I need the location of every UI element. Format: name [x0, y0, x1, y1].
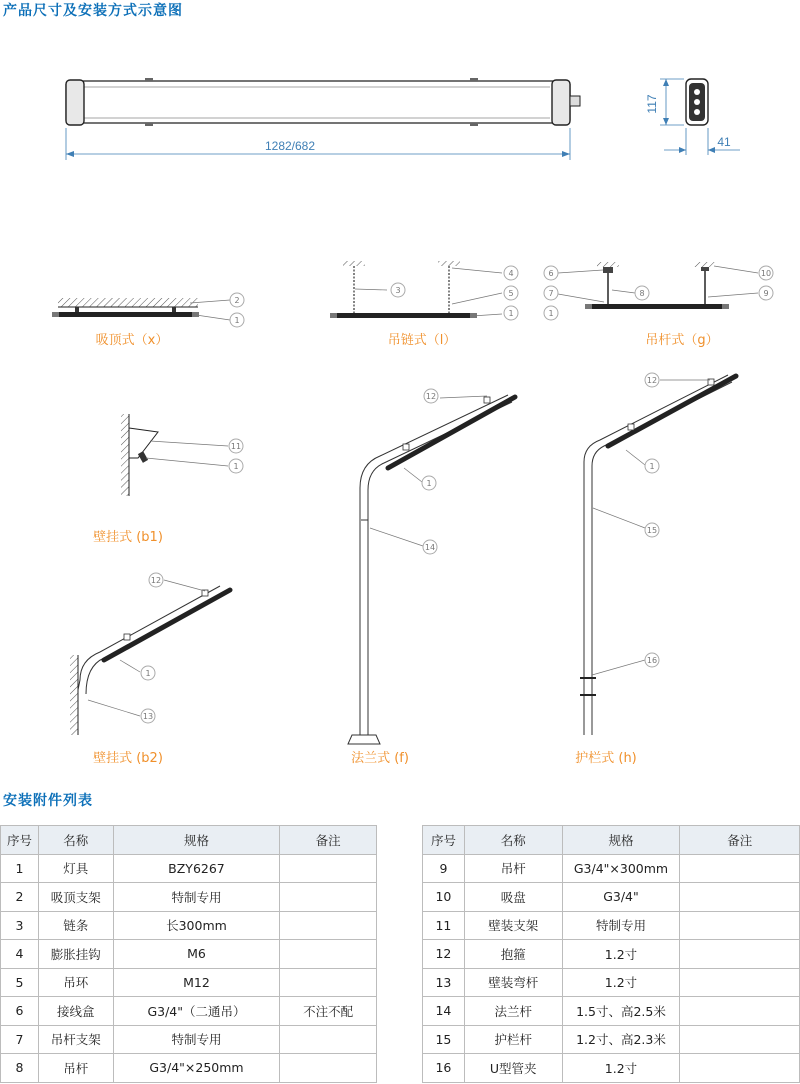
caption-flange: 法兰式 (f)	[351, 751, 409, 766]
cell-note	[680, 911, 800, 940]
cell-index: 15	[423, 1025, 465, 1054]
svg-text:15: 15	[646, 526, 658, 535]
callout-12	[149, 573, 163, 587]
table-row	[1, 968, 377, 997]
cell-index: 1	[1, 854, 39, 883]
callout-4	[504, 266, 518, 280]
cell-spec: 特制专用	[113, 883, 280, 912]
svg-text:1: 1	[234, 316, 240, 325]
svg-text:5: 5	[508, 289, 514, 298]
svg-text:10: 10	[760, 269, 772, 278]
svg-text:16: 16	[646, 656, 658, 665]
cell-index: 14	[423, 997, 465, 1026]
cell-index: 9	[423, 854, 465, 883]
cell-index: 10	[423, 883, 465, 912]
height-dimension	[660, 79, 684, 125]
svg-text:12: 12	[425, 392, 437, 401]
svg-text:4: 4	[508, 269, 514, 278]
callout-1	[504, 306, 518, 320]
cell-spec: 1.2寸	[562, 968, 680, 997]
table-row	[423, 997, 800, 1026]
cell-index: 13	[423, 968, 465, 997]
cell-note	[680, 1054, 800, 1083]
callout-11	[229, 439, 243, 453]
cell-index: 4	[1, 940, 39, 969]
cell-index: 11	[423, 911, 465, 940]
cell-note	[680, 883, 800, 912]
cell-spec: G3/4"	[562, 883, 680, 912]
cell-name: 吊杆	[38, 1054, 113, 1083]
table-row	[1, 1025, 377, 1054]
col-header-note: 备注	[280, 826, 377, 855]
callout-7	[544, 286, 558, 300]
luminaire-front-view	[66, 78, 580, 126]
cell-name: 吊杆	[464, 854, 562, 883]
table-row	[1, 940, 377, 969]
cell-spec: M12	[113, 968, 280, 997]
svg-text:1: 1	[145, 669, 151, 678]
callout-12	[645, 373, 659, 387]
cell-index: 6	[1, 997, 39, 1026]
col-header-index: 序号	[423, 826, 465, 855]
cell-name: 吸盘	[464, 883, 562, 912]
col-header-name: 名称	[38, 826, 113, 855]
cell-name: 吊杆支架	[38, 1025, 113, 1054]
callout-16	[645, 653, 659, 667]
cell-name: 吊环	[38, 968, 113, 997]
svg-text:1: 1	[548, 309, 554, 318]
table-row	[423, 911, 800, 940]
callout-14	[423, 540, 437, 554]
callout-2	[230, 293, 244, 307]
svg-text:12: 12	[646, 376, 658, 385]
cell-note: 不注不配	[280, 997, 377, 1026]
flange-mount-figure	[348, 395, 515, 744]
length-dimension	[66, 128, 570, 160]
cell-note	[680, 997, 800, 1026]
caption-guardrail: 护栏式 (h)	[575, 751, 637, 766]
callout-8	[635, 286, 649, 300]
table-row	[423, 1054, 800, 1083]
cell-note	[280, 1054, 377, 1083]
svg-text:12: 12	[150, 576, 162, 585]
col-header-name: 名称	[464, 826, 562, 855]
guardrail-mount-figure	[580, 375, 736, 735]
cell-name: 抱箍	[464, 940, 562, 969]
svg-text:14: 14	[424, 543, 436, 552]
caption-ceiling: 吸顶式（x）	[95, 333, 169, 348]
svg-text:1: 1	[426, 479, 432, 488]
cell-name: U型管夹	[464, 1054, 562, 1083]
cell-name: 链条	[38, 911, 113, 940]
col-header-index: 序号	[1, 826, 39, 855]
caption-chain: 吊链式（l）	[387, 333, 457, 348]
cell-name: 壁装支架	[464, 911, 562, 940]
cell-name: 接线盒	[38, 997, 113, 1026]
accessories-table-left	[0, 825, 377, 1083]
svg-text:13: 13	[142, 712, 154, 721]
cell-spec: 长300mm	[113, 911, 280, 940]
height-value: 117	[645, 94, 659, 114]
length-value: 1282/682	[264, 139, 316, 153]
cell-name: 灯具	[38, 854, 113, 883]
cell-name: 膨胀挂钩	[38, 940, 113, 969]
cell-name: 法兰杆	[464, 997, 562, 1026]
cell-index: 2	[1, 883, 39, 912]
caption-wall-b1: 壁挂式 (b1)	[93, 530, 163, 545]
cell-spec: 特制专用	[562, 911, 680, 940]
caption-rod: 吊杆式（g）	[645, 333, 719, 348]
luminaire-end-view	[686, 79, 708, 125]
callout-6	[544, 266, 558, 280]
col-header-spec: 规格	[562, 826, 680, 855]
callout-10	[759, 266, 773, 280]
accessories-table-right	[422, 825, 800, 1083]
cell-index: 3	[1, 911, 39, 940]
cell-note	[680, 1025, 800, 1054]
cell-index: 7	[1, 1025, 39, 1054]
callout-15	[645, 523, 659, 537]
svg-text:1: 1	[649, 462, 655, 471]
cell-note	[280, 968, 377, 997]
cell-name: 护栏杆	[464, 1025, 562, 1054]
svg-text:9: 9	[763, 289, 769, 298]
cell-spec: 1.2寸	[562, 1054, 680, 1083]
table-row	[423, 883, 800, 912]
table-row	[1, 911, 377, 940]
cell-spec: BZY6267	[113, 854, 280, 883]
rod-mount-figure	[558, 262, 758, 309]
caption-wall-b2: 壁挂式 (b2)	[93, 751, 163, 766]
callout-9	[759, 286, 773, 300]
svg-text:2: 2	[234, 296, 240, 305]
table-row	[423, 940, 800, 969]
callout-12	[424, 389, 438, 403]
cell-spec: G3/4"×300mm	[562, 854, 680, 883]
col-header-note: 备注	[680, 826, 800, 855]
cell-note	[680, 968, 800, 997]
col-header-spec: 规格	[113, 826, 280, 855]
table-header-row	[423, 826, 800, 855]
cell-spec: 1.2寸	[562, 940, 680, 969]
table-row	[423, 854, 800, 883]
cell-name: 吸顶支架	[38, 883, 113, 912]
table-row	[1, 854, 377, 883]
svg-text:3: 3	[395, 286, 401, 295]
svg-text:8: 8	[639, 289, 645, 298]
depth-value: 41	[717, 135, 731, 149]
cell-index: 16	[423, 1054, 465, 1083]
cell-name: 壁装弯杆	[464, 968, 562, 997]
cell-note	[280, 1025, 377, 1054]
cell-note	[680, 854, 800, 883]
cell-spec: M6	[113, 940, 280, 969]
svg-text:6: 6	[548, 269, 554, 278]
cell-note	[680, 940, 800, 969]
svg-text:11: 11	[230, 442, 242, 451]
cell-spec: 特制专用	[113, 1025, 280, 1054]
cell-spec: G3/4"（二通吊）	[113, 997, 280, 1026]
table-row	[1, 1054, 377, 1083]
cell-spec: 1.5寸、高2.5米	[562, 997, 680, 1026]
cell-spec: 1.2寸、高2.3米	[562, 1025, 680, 1054]
svg-text:1: 1	[508, 309, 514, 318]
callout-5	[504, 286, 518, 300]
callout-3	[391, 283, 405, 297]
callout-1	[229, 459, 243, 473]
cell-index: 5	[1, 968, 39, 997]
cell-index: 12	[423, 940, 465, 969]
callout-1	[422, 476, 436, 490]
ceiling-mount-figure	[52, 298, 230, 320]
svg-text:1: 1	[233, 462, 239, 471]
cell-note	[280, 911, 377, 940]
callout-1	[230, 313, 244, 327]
section-title-accessories: 安装附件列表	[3, 793, 93, 809]
section-title-dimensions: 产品尺寸及安装方式示意图	[3, 3, 183, 19]
cell-note	[280, 940, 377, 969]
wall-mount-b1-figure	[121, 414, 228, 496]
svg-text:7: 7	[548, 289, 554, 298]
table-row	[1, 883, 377, 912]
cell-index: 8	[1, 1054, 39, 1083]
chain-mount-figure	[330, 261, 502, 318]
callout-13	[141, 709, 155, 723]
table-row	[423, 968, 800, 997]
cell-spec: G3/4"×250mm	[113, 1054, 280, 1083]
table-row	[423, 1025, 800, 1054]
cell-note	[280, 883, 377, 912]
callout-1	[645, 459, 659, 473]
callout-1	[544, 306, 558, 320]
cell-note	[280, 854, 377, 883]
callout-1	[141, 666, 155, 680]
table-row	[1, 997, 377, 1026]
table-header-row	[1, 826, 377, 855]
